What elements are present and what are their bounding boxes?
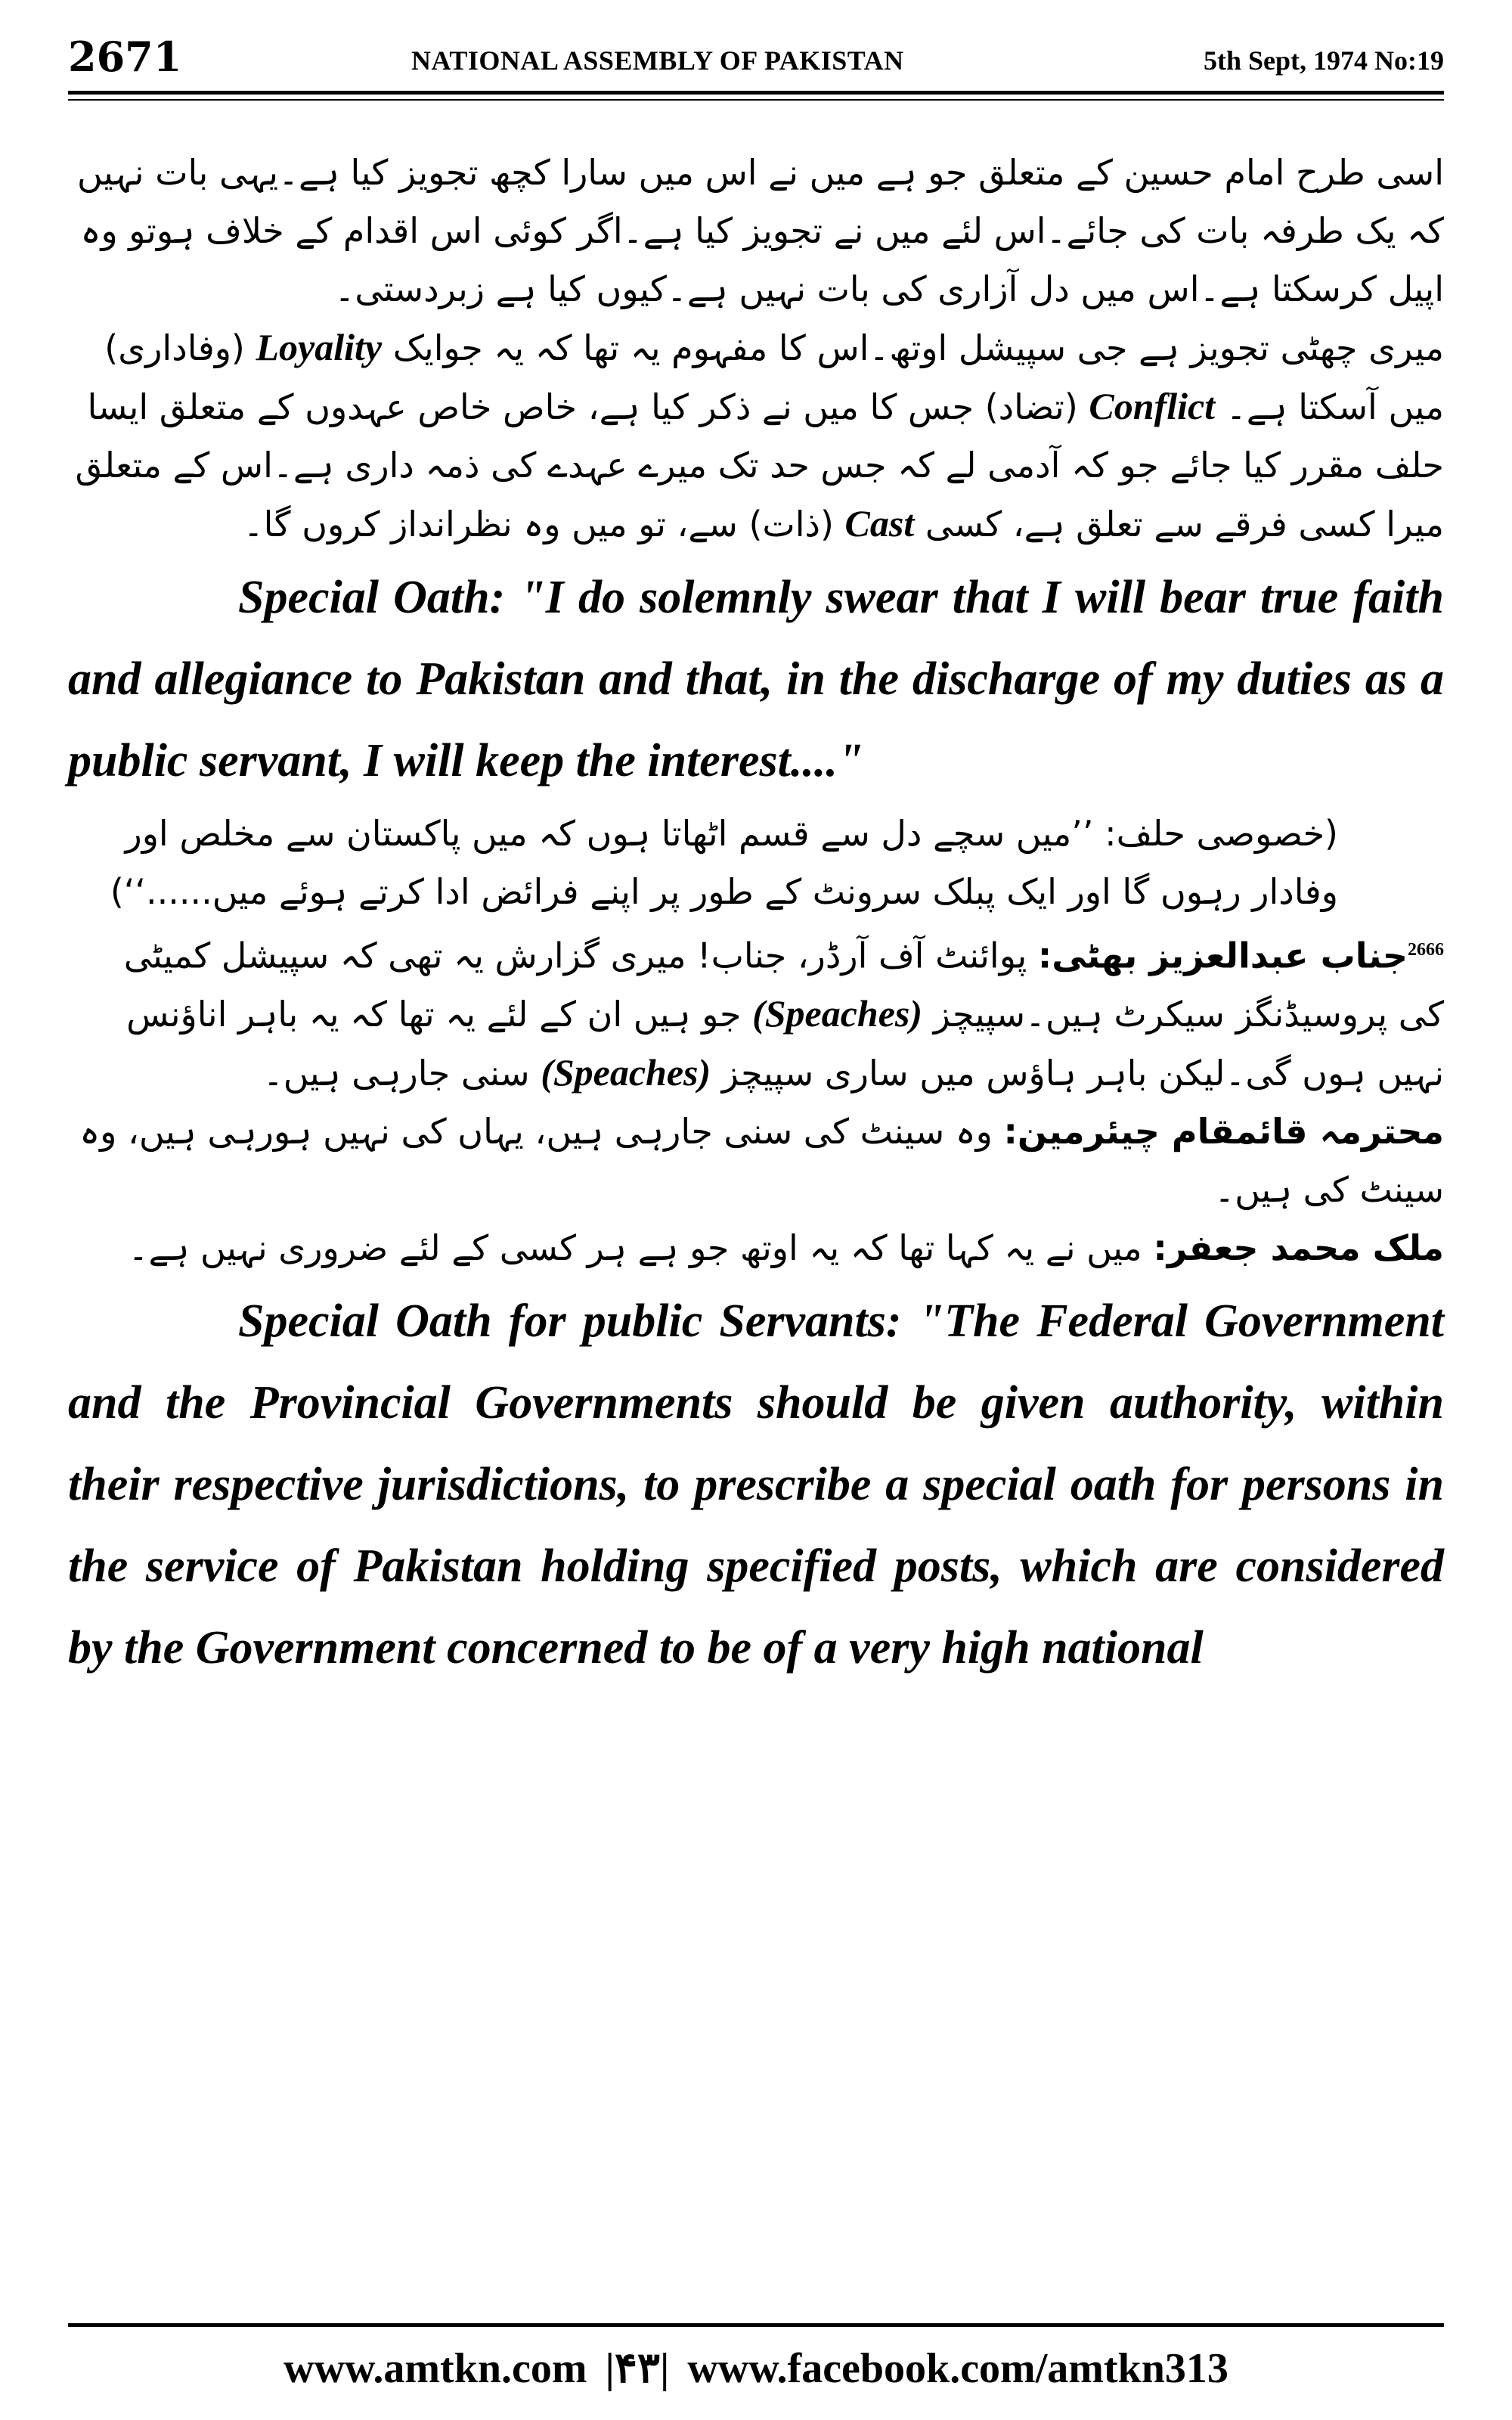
header-rule bbox=[68, 91, 1444, 95]
header-rule-thin bbox=[68, 99, 1444, 101]
speech-acting-chairman bbox=[68, 1103, 1444, 1219]
english-term-speaches: (Speaches) bbox=[541, 1051, 711, 1094]
running-title: NATIONAL ASSEMBLY OF PAKISTAN bbox=[411, 45, 904, 76]
speech-text: سنی جارہی ہیں۔ bbox=[262, 1053, 530, 1094]
urdu-paragraph-sixth-proposal bbox=[68, 318, 1444, 554]
english-term-cast: Cast bbox=[844, 502, 915, 544]
page-footer bbox=[68, 2338, 1444, 2399]
page-number: 2671 bbox=[68, 33, 182, 81]
special-oath-public-servants-english: Special Oath for public Servants: "The Federal Government and the Provincial Governments should be given authority, within their respective jurisdictions, to prescribe a special oath for persons in the service of Pakistan holding specified posts, which are considered by the Government concerned to be of a very high national bbox=[68, 1295, 1444, 1674]
speech-text: وہ سینٹ کی سنی جارہی ہیں، یہاں کی نہیں ہورہی ہیں، وہ سینٹ کی ہیں۔ bbox=[79, 1111, 1444, 1211]
special-oath-urdu-translation: (خصوصی حلف: ’’میں سچے دل سے قسم اٹھاتا ہوں کہ میں پاکستان سے مخلص اور وفادار رہوں گا اور ایک پبلک سرونٹ کے طور پر اپنے فرائض ادا کرتے ہوئے میں......‘‘) bbox=[110, 813, 1338, 912]
speaker-name: ملک محمد جعفر: bbox=[1153, 1227, 1444, 1269]
special-oath-english: Special Oath: "I do solemnly swear that I will bear true faith and allegiance to Pakistan and that, in the discharge of my duties as a public servant, I will keep the interest...." bbox=[68, 572, 1444, 786]
speech-malik-muhammad-jafar bbox=[68, 1219, 1444, 1277]
english-term-loyality: Loyality bbox=[256, 326, 383, 368]
speech-text: میں نے یہ کہا تھا کہ یہ اوتھ جو ہے ہر کسی کے لئے ضروری نہیں ہے۔ bbox=[128, 1227, 1142, 1269]
page-body bbox=[68, 144, 1444, 1692]
paragraph-text: (تضاد) جس کا میں نے ذکر کیا ہے، خاص خاص عہدوں کے متعلق ایسا حلف مقرر کیا جائے جو کہ آدمی لے کہ جس حد تک میرے عہدے کی ذمہ داری ہے۔اس کے متعلق میرا کسی فرقے سے تعلق ہے، کسی bbox=[75, 386, 1444, 544]
website-link[interactable]: www.amtkn.com bbox=[284, 2345, 587, 2392]
english-term-speaches: (Speaches) bbox=[752, 992, 923, 1035]
facebook-link[interactable]: www.facebook.com/amtkn313 bbox=[687, 2345, 1228, 2392]
english-term-conflict: Conflict bbox=[1089, 385, 1216, 427]
speech-abdul-aziz-bhatti bbox=[68, 921, 1444, 1103]
paragraph-text: (ذات) سے، تو میں وہ نظرانداز کروں گا۔ bbox=[243, 504, 834, 544]
speech-text: جو ہیں ان کے لئے یہ تھا کہ یہ باہر اناؤنس نہیں ہوں گی۔لیکن باہر ہاؤس میں ساری سپیچز bbox=[126, 994, 1444, 1094]
paragraph-text: (وفاداری) میں آسکتا ہے۔ bbox=[104, 327, 1444, 427]
page-header bbox=[68, 30, 1444, 83]
date-and-issue-number: 5th Sept, 1974 No:19 bbox=[1203, 45, 1444, 76]
page-marker: |۴۳| bbox=[605, 2345, 670, 2392]
footnote-reference: 2666 bbox=[1408, 940, 1444, 960]
paragraph-text: میری چھٹی تجویز ہے جی سپیشل اوتھ۔اس کا مفہوم یہ تھا کہ یہ جوایک bbox=[392, 327, 1444, 368]
speaker-name: جناب عبدالعزیز بھٹی: bbox=[1037, 935, 1408, 976]
urdu-paragraph-imam-hussain: اسی طرح امام حسین کے متعلق جو ہے میں نے اس میں سارا کچھ تجویز کیا ہے۔یہی بات نہیں کہ یک طرفہ بات کی جائے۔اس لئے میں نے تجویز کیا ہے۔اگر کوئی اس اقدام کے خلاف ہوتو وہ اپیل کرسکتا ہے۔اس میں دل آزاری کی بات نہیں ہے۔کیوں کیا ہے زبردستی۔ bbox=[76, 152, 1444, 309]
footer-rule bbox=[68, 2323, 1444, 2327]
speech-text: پوائنٹ آف آرڈر، جناب! میری گزارش یہ تھی کہ سپیشل کمیٹی کی پروسیڈنگز سیکرٹ ہیں۔سپیچز bbox=[123, 935, 1444, 1035]
speaker-name: محترمہ قائمقام چیئرمین: bbox=[1003, 1111, 1444, 1153]
